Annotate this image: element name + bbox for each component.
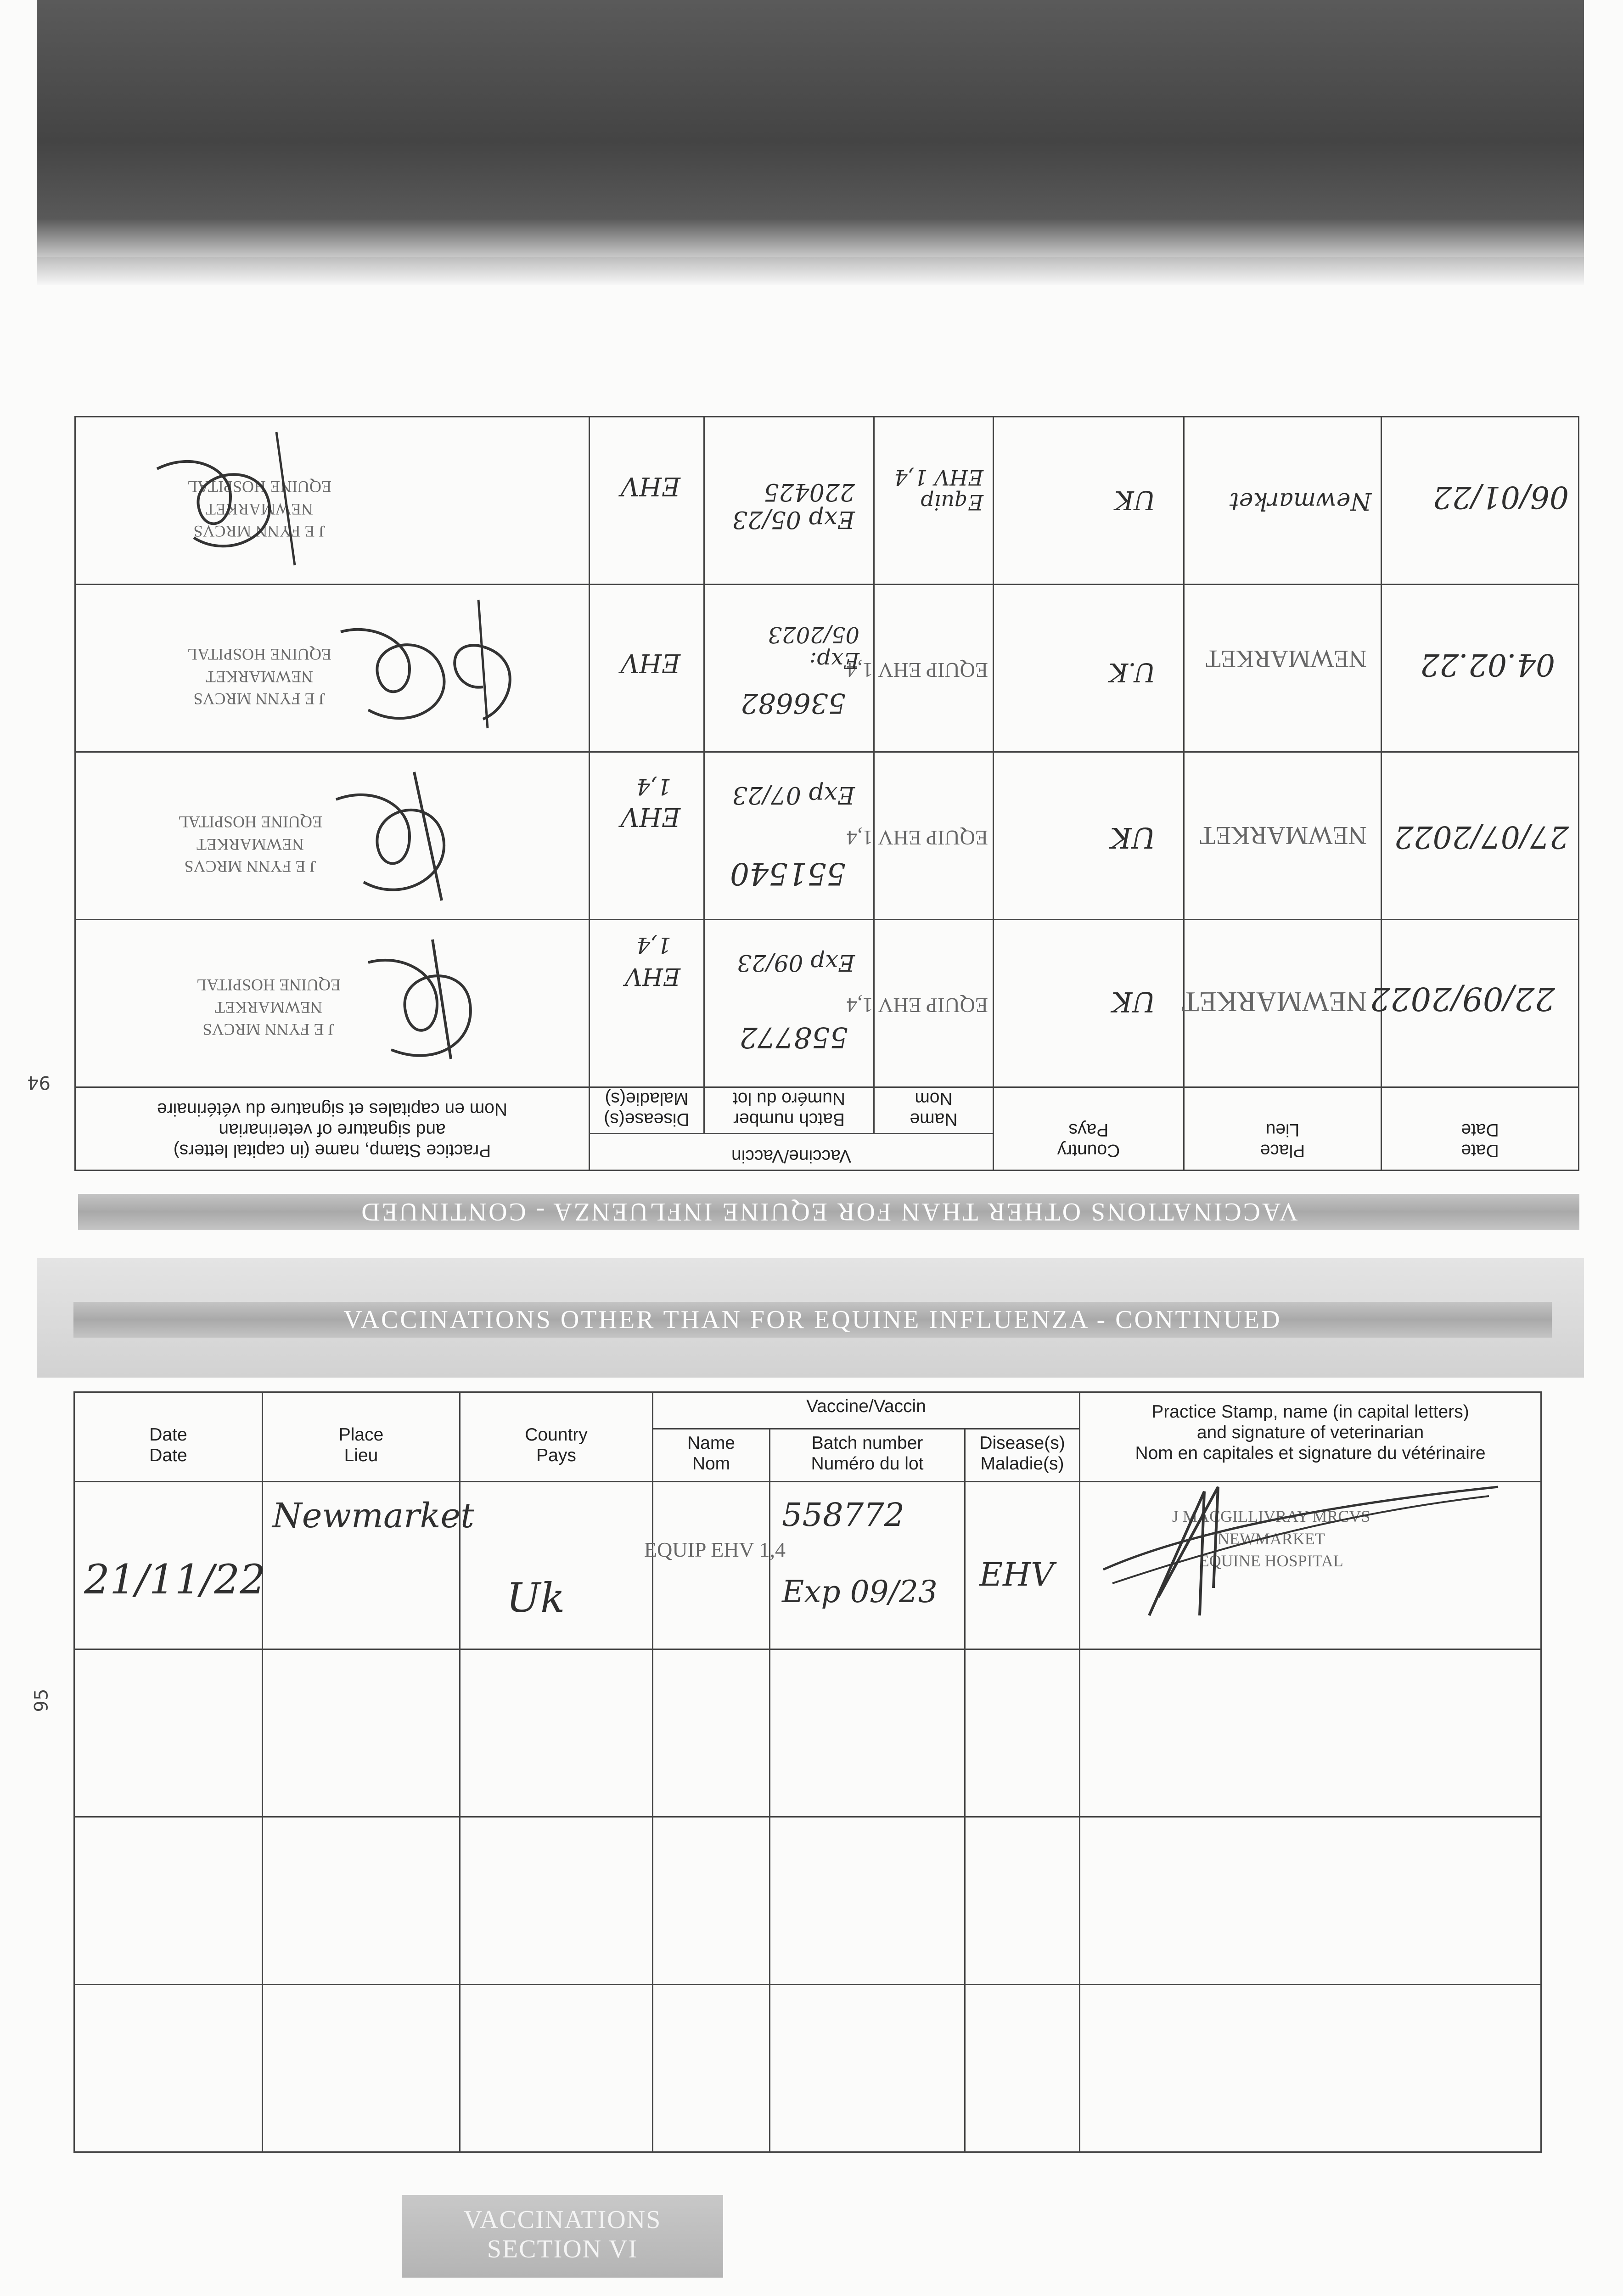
header-practice-stamp: Practice Stamp, name (in capital letters) and signature of veterinarian Nom en capitales et signature du vétérinaire [75, 1087, 590, 1171]
cell-practice-stamp [75, 752, 590, 920]
cell-country: UK [994, 417, 1184, 585]
header-vaccine: Vaccine/Vaccin [653, 1392, 1080, 1429]
page-number-top: 94 [27, 1072, 51, 1093]
table-row [75, 920, 1579, 1087]
table-row [74, 1985, 1541, 2152]
cell-place: Newmarket [263, 1482, 460, 1649]
cell-practice-stamp [1080, 1482, 1541, 1649]
section-footer [402, 2195, 723, 2278]
scan-shadow [37, 0, 1584, 257]
cell-batch: Exp 05/23 220425 [704, 417, 874, 585]
cell-vaccine-name: Equip EHV 1,4 [874, 417, 994, 585]
cell-practice-stamp [75, 920, 590, 1087]
cell-practice-stamp [75, 585, 590, 752]
header-country: Country Pays [994, 1087, 1184, 1171]
cell-vaccine-name: EQUIP EHV 1,4 [874, 752, 994, 920]
vet-stamp: J MACGILLIVRAY MRCVS NEWMARKET EQUINE HOSPITAL [1172, 1507, 1370, 1570]
cell-date: 21/11/22 [74, 1482, 263, 1649]
cell-place: NEWMARKET [1184, 752, 1382, 920]
cell-batch: 536682 Exp: 05/2023 [704, 585, 874, 752]
header-disease: Disease(s) Maladie(s) [590, 1087, 704, 1134]
cell-place: Newmarket [1184, 417, 1382, 585]
footer-line-2: SECTION VI [487, 2235, 638, 2264]
header-name: Name Nom [653, 1429, 770, 1482]
vet-stamp: J E FYNN MRCVS NEWMARKET EQUINE HOSPITAL [196, 976, 341, 1039]
footer-line-1: VACCINATIONS [463, 2206, 662, 2234]
vet-stamp: J E FYNN MRCVS NEWMARKET EQUINE HOSPITAL [187, 645, 331, 709]
vet-stamp: J E FYNN MRCVS NEWMARKET EQUINE HOSPITAL [187, 478, 331, 541]
cell-vaccine-name: EQUIP EHV 1,4 [653, 1482, 770, 1649]
cell-practice-stamp [75, 417, 590, 585]
vet-signature [331, 591, 561, 747]
vaccination-table-lower [73, 1391, 1542, 2153]
cell-disease: EHV 1,4 [590, 752, 704, 920]
vaccination-table-upper [74, 416, 1579, 1171]
vet-signature [1094, 1478, 1507, 1643]
header-practice-stamp: Practice Stamp, name (in capital letters) and signature of veterinarian Nom en capitales et signature du vétérinaire [1080, 1392, 1541, 1482]
header-place: Place Lieu [263, 1392, 460, 1482]
cell-batch: 551540 Exp 07/23 [704, 752, 874, 920]
cell-date: 04.02.22 [1382, 585, 1579, 752]
page-number-bottom: 95 [31, 1688, 52, 1712]
header-batch: Batch number Numéro du lot [704, 1087, 874, 1134]
table-row [74, 1649, 1541, 1817]
table-row [75, 585, 1579, 752]
section-title-lower: VACCINATIONS OTHER THAN FOR EQUINE INFLUENZA - CONTINUED [343, 1306, 1282, 1334]
cell-date: 27/07/2022 [1382, 752, 1579, 920]
table-row [74, 1482, 1541, 1649]
cell-disease: EHV [965, 1482, 1080, 1649]
header-date: Date Date [74, 1392, 263, 1482]
table-row [75, 752, 1579, 920]
cell-country: UK [994, 920, 1184, 1087]
header-country: Country Pays [460, 1392, 653, 1482]
cell-disease: EHV 1,4 [590, 920, 704, 1087]
header-name: Name Nom [874, 1087, 994, 1134]
cell-country: UK [994, 752, 1184, 920]
section-title-band-lower [73, 1302, 1552, 1338]
table-row [75, 417, 1579, 585]
cell-place: NEWMARKET [1184, 920, 1382, 1087]
cell-batch: 558772 Exp 09/23 [770, 1482, 965, 1649]
vet-stamp: J E FYNN MRCVS NEWMARKET EQUINE HOSPITAL [178, 813, 322, 876]
header-date: Date Date [1382, 1087, 1579, 1171]
cell-vaccine-name: EQUIP EHV 1,4 [874, 920, 994, 1087]
cell-country: U.K [994, 585, 1184, 752]
vet-signature [148, 423, 331, 579]
table-row [74, 1817, 1541, 1985]
cell-date: 06/01/22 [1382, 417, 1579, 585]
header-place: Place Lieu [1184, 1087, 1382, 1171]
cell-place: NEWMARKET [1184, 585, 1382, 752]
header-batch: Batch number Numéro du lot [770, 1429, 965, 1482]
vet-signature [327, 763, 483, 914]
cell-date: 22/09/2022 [1382, 920, 1579, 1087]
vet-signature [359, 930, 506, 1077]
cell-disease: EHV [590, 585, 704, 752]
cell-disease: EHV [590, 417, 704, 585]
section-title-band-upper [78, 1194, 1579, 1230]
cell-country: Uk [460, 1482, 653, 1649]
cell-batch: 558772 Exp 09/23 [704, 920, 874, 1087]
upper-page-upside-down [0, 262, 1623, 1258]
header-vaccine: Vaccine/Vaccin [590, 1134, 994, 1171]
cell-vaccine-name: EQUIP EHV 1,4 [874, 585, 994, 752]
header-disease: Disease(s) Maladie(s) [965, 1429, 1080, 1482]
section-title-upper: VACCINATIONS OTHER THAN FOR EQUINE INFLUENZA - CONTINUED [359, 1198, 1298, 1226]
